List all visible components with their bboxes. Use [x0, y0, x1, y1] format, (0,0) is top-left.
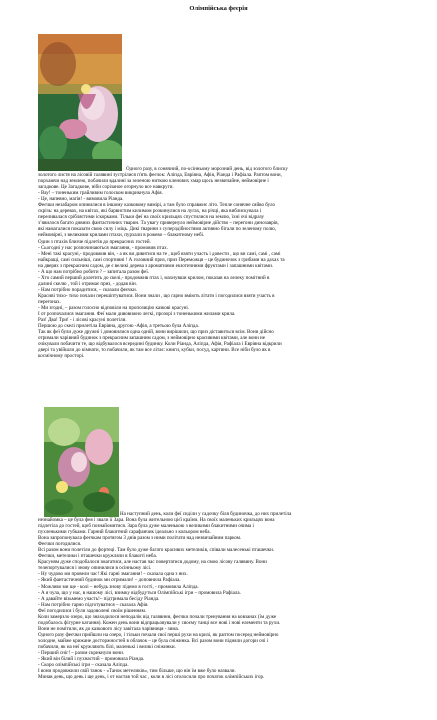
paragraph-1	[38, 166, 433, 359]
text-line: телепортувалися і знову опинилися в осінньому лісі.	[38, 565, 152, 572]
text-line: переливалася сріблястими іскорками. Тільки феї на своїх крильцях спустилися на землю, їхні очі відразу	[38, 214, 264, 221]
text-line: холодне, майже крижане досторжностей в облачок – це була сніжинка. Всі разом вони підняли догори очі і	[38, 637, 269, 644]
text-line: Феєчки незабаром опинилися в іншому казковому вимірі, а там було справжнє літо. Тепле сонячне сяйво було	[38, 202, 276, 209]
text-line: отримали чарівний будинок з прекрасним запашним садом, з неймовірно красивими квітами, але вони не	[38, 335, 265, 342]
text-line: - Перший сніг! – разом скрикнули вони.	[38, 650, 125, 657]
paragraph-1-first-line: Одного разу, в сонячний, по-осінньому морозний день, від золотого блиску	[126, 166, 288, 172]
text-line: - Який фантастичний будинок ми отримали! – доповнила Рафіала.	[38, 577, 181, 584]
text-line: Феєчки погодилися.	[38, 541, 82, 548]
text-line: очікували побачити те, що відбувалося всередині будинку. Коли Ріанда, Аліпда, Афія, Рафіала і Евріяна відкрили	[38, 341, 282, 348]
text-line: Так як феї були дуже дружні і домовилися одна одній, вони вирішили, що приз діставиться всім. Вони дійсно	[38, 329, 274, 336]
text-line: побачили, як на неї кружляють білі, маленькі і великі сніжинки.	[38, 643, 176, 650]
text-line: Феєчки, метелики і пташечки кружляли в блакиті неба.	[38, 553, 157, 560]
text-line: - Нам потрібно порадитися, – сказали феєчки.	[38, 286, 137, 293]
paragraph-2	[38, 511, 433, 680]
text-line: - А я чула, що у нас, в нашому лісі, взимку відбудуться Олімпійські ігри – промовила Рафіала.	[38, 589, 241, 596]
text-line: - Це, напевно, магія! - вимовила Ріанда.	[38, 196, 124, 203]
text-line: зʼявилося багато дивних фантастичних тварин. Та увагу привернуло неймовірне дійство – перегони динозаврів,	[38, 220, 279, 227]
text-line: незнайомка – це була фея і звали її Зара. Вона була жительною цієї країни. На своїх маленьких крильцях вона	[38, 517, 275, 523]
text-line: космічному просторі.	[38, 353, 85, 360]
text-line: далині скелю , той і отримає приз, - додав він.	[38, 280, 137, 287]
text-line: - Ми згодні, – разом голосно відповіли на пропозицію казкові красуні.	[38, 305, 190, 312]
text-line: які намагалися показати свою силу і міць. Дикі тварини з суперздібностями активно бігали по зеленому полю,	[38, 226, 276, 233]
text-line: Першою до скелі прилетіла Евріяна, другою -Афія, а третьою була Аліпда.	[38, 323, 200, 330]
text-line: - Можливо ми ще - колі – небудь знову підемо в гості, - промовила Аліпда.	[38, 583, 199, 590]
text-line: - Вау! – тоненьким грайливим голоском викрикнула Афія.	[38, 190, 163, 197]
text-line: - Хто самий перший долетить до скелі,- продовжив птах і, махнувши крилом, показав на лелеку помітний в	[38, 274, 270, 281]
text-line: Красуням дуже сподобалося змагатися, але настав час повертатися додому, на свою лісову галявину. Вони	[38, 559, 267, 566]
story-title: Олімпійська феєрія	[189, 5, 248, 12]
text-line: - А що нам потрібно робити ? – запитала разом феї.	[38, 268, 150, 275]
text-line: загадкове. Це Загадкове, ніби сорізаное огорнуло все навкруги.	[38, 184, 174, 191]
text-line: - Ну чудово ми провели час! Які гарні змагання! – сказала одна з них.	[38, 571, 188, 578]
text-line: неймовірні, з великими крилами птахи, пурхали в рожево – блакитному небі.	[38, 232, 205, 239]
text-line: подобалось фігурне катання). Кожен день вони відпрацьовували у своєму танці все нові і нові елементи та рухи.	[38, 619, 281, 626]
text-line: порхаючи над землею, побачили вдалині за зеленою ниткою кленових хмар щось незвичайне, неймовірне і	[38, 178, 269, 185]
text-line: Всі разом вони полетіли до фортеці. Там було дуже багато красивих метеликів, співали малесенькі пташечки.	[38, 547, 275, 554]
text-line: Одного разу феєчки прийшли на озеро, і тільки почали свої перші рухи на кризі, як раптом посеред неймовірно	[38, 631, 279, 638]
text-line: І от розпочалися змагання. Феї мали дивовижно легкі, прозорі з тоненькими жилами крила.	[38, 311, 236, 318]
text-line: найкращі, самі сильніші, самі спортивні ! А головний приз, приз Переможця – це будиночок з грибами на дахах та	[38, 256, 285, 263]
text-line: Красиві тихо- тихо почали перешіптуватися. Вони знали , що гарно вміють літати і погодилися взяти участь в	[38, 292, 275, 299]
text-line: підлетіла до гостей, щоб познайомитися. Зара була дуже маленькою з великими блакитними очима і	[38, 523, 254, 530]
text-line: І вони продовжили свій танок - «Танок метеликів», тим більше, що він їм вже було назвали.	[38, 668, 236, 675]
text-line: Вони не помітили, як до казкового лісу завітала чарівниця - зима.	[38, 625, 179, 632]
text-line: - Нам потрібно гарно підготуватися – сказала Афія.	[38, 601, 149, 608]
text-line: - Мені такі красуні,- продовжив він, - а як ви дивитися на те , щоб взяти участь і довести , що ви самі, самі , самі	[38, 250, 281, 257]
text-line: золотого листя на лісовій галявині зустрілися п'ять феєчок: Аліпда, Евріяна, Афія, Ріанда і Рафіала. Раптом вони,	[38, 172, 282, 178]
fairy-illustration-top	[38, 34, 122, 171]
text-line: пухленькими губками. Гарний блакитний сарафанчик ідеально з кольором неба.	[38, 529, 211, 536]
text-line: Коли замерзло озеро, що знаходилося неподалік від галявини, феєчки почали тренування на ковзанах (їм дуже	[38, 613, 277, 620]
paragraph-2-first-line: На наступний день, коли феї сиділи у садочку біля будиночка, до них прилетіла	[120, 511, 292, 517]
text-line: - Скоро олімпійські ігри – сказала Аліпда.	[38, 662, 129, 669]
text-line: Один з птахів близче підлетів до прекрасних гостей.	[38, 238, 151, 245]
text-line: Феї погодилися і були задоволені своїм рішенням.	[38, 607, 147, 614]
text-line: - Сьогодні у нас розпочинаються змагання, - промовив птах.	[38, 244, 168, 251]
fairy-illustration-bottom	[44, 407, 119, 517]
text-line: - Який він білий і пухнастий – промовила Ріанда.	[38, 656, 145, 663]
text-line: Вона запропонувала феєчкам протягом 3 днів разом з ними політати над незвичайним парком.	[38, 535, 242, 542]
text-line: на дверях з прекрасним садом, де є великі дерева з ароматними екзотичними фруктами і запашними квітами.	[38, 262, 274, 269]
text-line: перегонах.	[38, 298, 61, 305]
text-line: Минав день, що день і ще день, і от настав той час , коли в лісі оголосили про початок олімпійських ігор.	[38, 674, 265, 681]
text-line: - А давайте візьмемо участь!– підтримала бесіду Ріанда.	[38, 595, 160, 602]
text-line: скрізь: на деревах, на квітах, які барвистим килимом розкинулися на лугах, на річці, яка виблискувала і	[38, 208, 262, 215]
text-line: двері та увійшли до кімнати, то побачили, як там все літає: книги, кубки, посуд, картини. Все ніби було як в	[38, 347, 271, 354]
text-line: Раз! Два! Три! - і лісові красуні полетіли.	[38, 317, 127, 324]
